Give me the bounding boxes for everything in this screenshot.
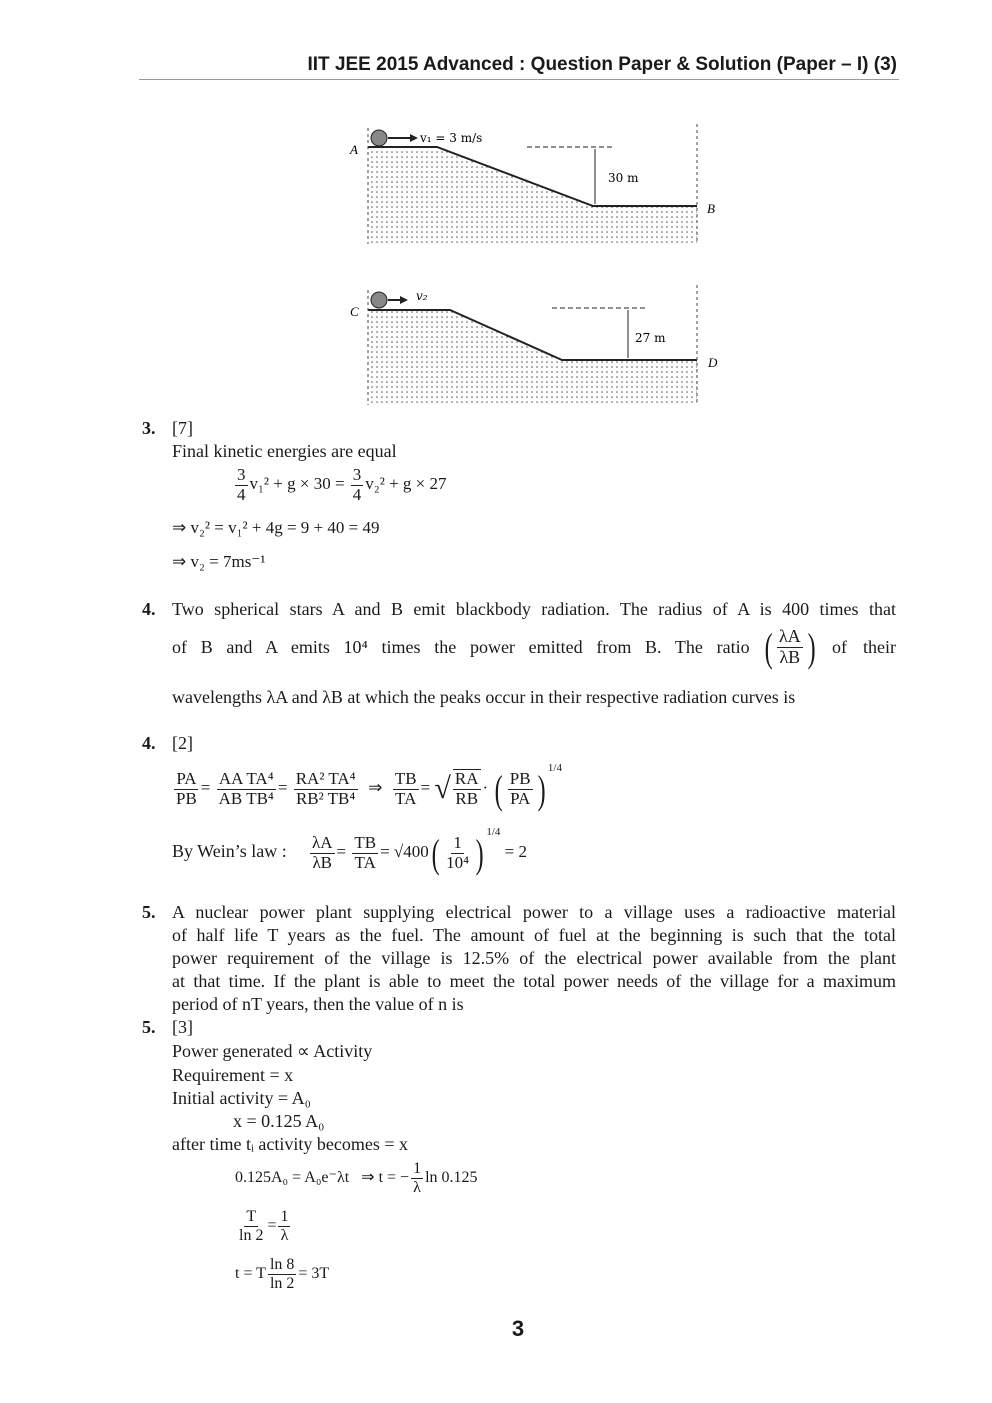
ball-icon xyxy=(371,292,387,308)
velocity-label-v2: v₂ xyxy=(416,289,428,303)
answer-3-equation-1: $\frac{3}{4}$ v₁² + g × 30 = $\frac{3}{4}$ v₂² + g × 27 xyxy=(237,465,447,504)
question-5-line: A nuclear power plant supplying electrical power to a village uses a radioactive material xyxy=(172,902,896,922)
answer-4-equation-2: By Wein’s law : $\frac{\lambda A}{\lambda B}$ = $\frac{TB}{TA}$ = √400( $\frac{1}{\text{10⁴}}$ ) $^{1/4}$ = 2 xyxy=(172,826,528,876)
height-label-27: 27 m xyxy=(635,331,666,345)
answer-3-equation-3: ⇒ v₂ = 7ms⁻¹ xyxy=(172,552,266,571)
question-5-line: power requirement of the village is 12.5% of the electrical power available from the plant xyxy=(172,948,896,968)
point-b-label: B xyxy=(707,201,715,216)
point-c-label: C xyxy=(350,304,359,319)
answer-4-value: [2] xyxy=(172,733,193,753)
question-4-line: wavelengths λA and λB at which the peaks occur in their respective radiation curves is xyxy=(172,687,796,707)
question-4-line: of B and A emits 10⁴ times the power emitted from B. The ratio ( $\frac{\lambda A}{\lambda B}$ ) of their xyxy=(172,625,896,670)
height-label-30: 30 m xyxy=(608,171,639,185)
answer-4-equation-1: $\frac{PA}{PB}$ = $\frac{\text{AA TA⁴}}{\text{AB TB⁴}}$ = $\frac{\text{RA² TA⁴}}{\text{RB² TB⁴}}$ ⇒ $\frac{TB}{TA}$ = √ $\frac{RA}{RB}$ · ( $\frac{PB}{PA}$ ) $^{1/4}$ xyxy=(176,762,562,812)
answer-3-line: Final kinetic energies are equal xyxy=(172,441,397,461)
page-header: IIT JEE 2015 Advanced : Question Paper & Solution (Paper – I) (3) xyxy=(307,54,897,75)
answer-5-line: Power generated ∝ Activity xyxy=(172,1041,373,1061)
point-d-label: D xyxy=(708,355,718,370)
answer-5-equation-3: t = T $\frac{\ln 8}{\ln 2}$ = 3T xyxy=(235,1256,330,1292)
question-5-number: 5. xyxy=(142,902,156,922)
slope-diagram xyxy=(340,120,720,420)
answer-3-equation-2: ⇒ v₂² = v₁² + 4g = 9 + 40 = 49 xyxy=(172,518,380,537)
answer-5-line: after time tᵢ activity becomes = x xyxy=(172,1134,409,1154)
answer-4-number: 4. xyxy=(142,733,156,753)
velocity-label-v1: v₁ = 3 m/s xyxy=(420,131,483,145)
question-4-line: Two spherical stars A and B emit blackbody radiation. The radius of A is 400 times that xyxy=(172,599,896,619)
answer-5-line: x = 0.125 A₀ xyxy=(233,1111,325,1131)
page-number: 3 xyxy=(511,1316,525,1341)
question-4-number: 4. xyxy=(142,599,156,619)
question-5-line: at that time. If the plant is able to meet the total power needs of the village for a maximum xyxy=(172,971,896,991)
answer-5-line: Initial activity = A₀ xyxy=(172,1088,311,1108)
answer-5-equation-2: $\frac{T}{\ln 2}$ = $\frac{1}{\lambda}$ xyxy=(239,1208,289,1244)
question-5-line: of half life T years as the fuel. The amount of fuel at the beginning is such that the total xyxy=(172,925,896,945)
answer-5-value: [3] xyxy=(172,1017,193,1037)
header-rule xyxy=(139,79,899,80)
point-a-label: A xyxy=(350,142,358,157)
answer-3-value: [7] xyxy=(172,418,193,438)
bottom-diagram xyxy=(350,285,718,405)
ball-icon xyxy=(371,130,387,146)
answer-3-number: 3. xyxy=(142,418,156,438)
answer-5-number: 5. xyxy=(142,1017,156,1037)
top-diagram xyxy=(349,124,715,244)
answer-5-equation-1: 0.125A₀ = A₀e⁻λt ⇒ t = − $\frac{1}{\lambda}$ ln 0.125 xyxy=(235,1160,478,1196)
question-5-line: period of nT years, then the value of n is xyxy=(172,994,464,1014)
answer-5-line: Requirement = x xyxy=(172,1065,294,1085)
